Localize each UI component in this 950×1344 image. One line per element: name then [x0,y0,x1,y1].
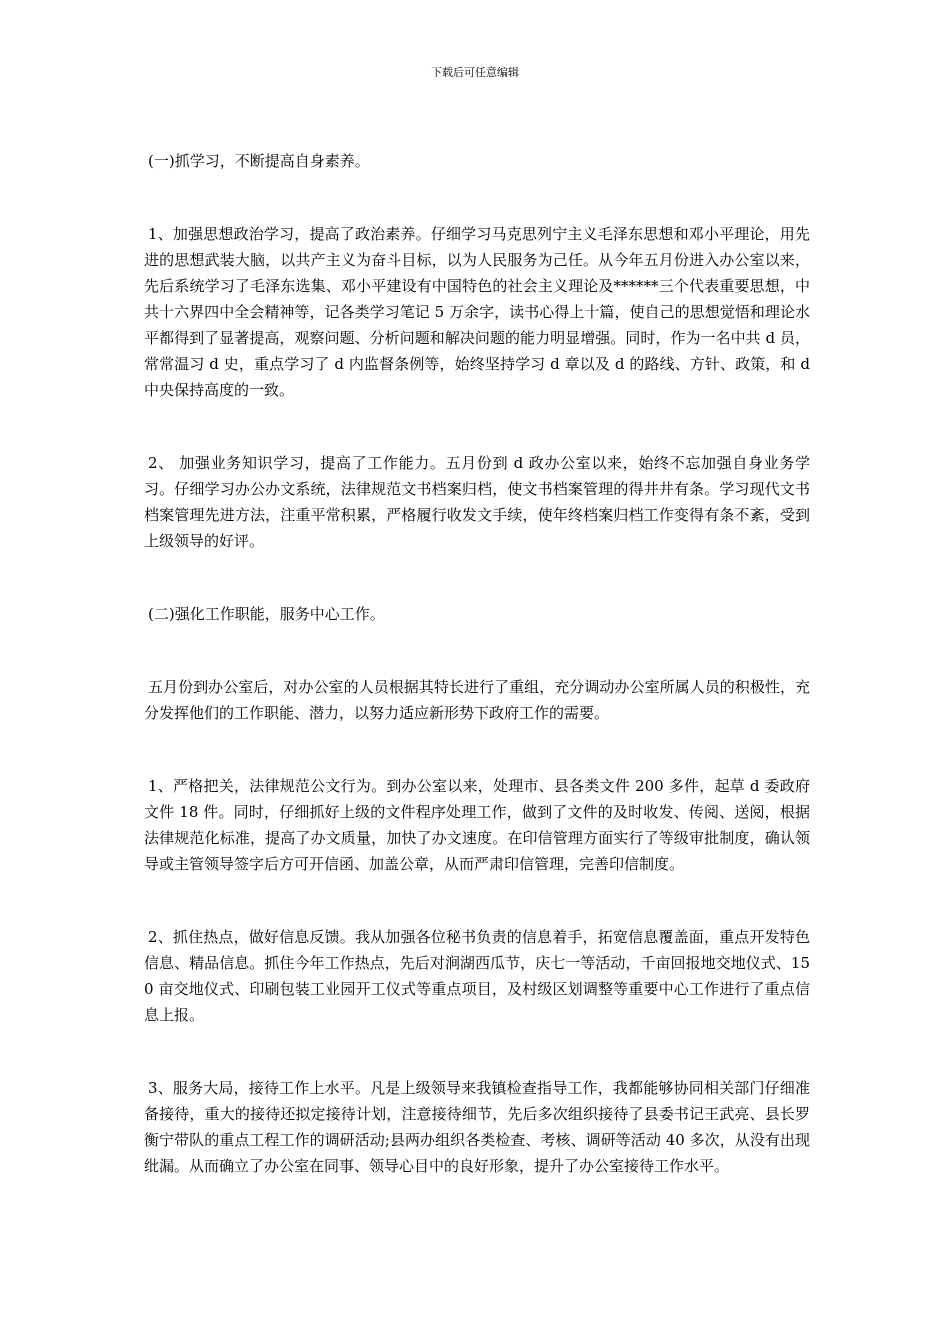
paragraph-reception-work: 3、服务大局，接待工作上水平。凡是上级领导来我镇检查指导工作，我都能够协同相关部门仔细准备接待，重大的接待还拟定接待计划，注意接待细节，先后多次组织接待了县委书记王武亮、县长罗衡宁带队的重点工程工作的调研活动;县两办组织各类检查、考核、调研等活动 40 多次，从没有出现纰漏。从而确立了办公室在同事、领导心目中的良好形象，提升了办公室接待工作水平。 [144,1079,810,1175]
header-note: 下载后可任意编辑 [431,66,519,79]
paragraph-information-feedback: 2、抓住热点，做好信息反馈。我从加强各位秘书负责的信息着手，拓宽信息覆盖面，重点开发特色信息、精品信息。抓住今年工作热点，先后对涧湖西瓜节，庆七一等活动，千亩回报地交地仪式、150 亩交地仪式、印刷包装工业园开工仪式等重点项目，及村级区划调整等重要中心工作进行了重点信息上报。 [144,928,810,1024]
paragraph-political-study: 1、加强思想政治学习，提高了政治素养。仔细学习马克思列宁主义毛泽东思想和邓小平理论，用先进的思想武装大脑，以共产主义为奋斗目标，以为人民服务为己任。从今年五月份进入办公室以来，先后系统学习了毛泽东选集、邓小平建设有中国特色的社会主义理论及******三个代表重要思想，中共十六界四中全会精神等，记各类学习笔记 5 万余字，读书心得上十篇，使自己的思想觉悟和理论水平都得到了显著提高，观察问题、分析问题和解决问题的能力明显增强。同时，作为一名中共 d 员，常常温习 d 史，重点学习了 d 内监督条例等，始终坚持学习 d 章以及 d 的路线、方针、政策，和 d 中央保持高度的一致。 [144,225,810,399]
document-body [144,148,810,1179]
paragraph-office-reorganization: 五月份到办公室后，对办公室的人员根据其特长进行了重组，充分调动办公室所属人员的积极性，充分发挥他们的工作职能、潜力，以努力适应新形势下政府工作的需要。 [144,678,810,722]
section-heading-study: (一)抓学习，不断提高自身素养。 [148,152,370,170]
section-heading-work-function: (二)强化工作职能，服务中心工作。 [148,605,385,623]
paragraph-document-handling: 1、严格把关，法律规范公文行为。到办公室以来，处理市、县各类文件 200 多件，起草 d 委政府文件 18 件。同时，仔细抓好上级的文件程序处理工作，做到了文件的及时收发、传阅、送阅，根据法律规范化标准，提高了办文质量，加快了办文速度。在印信管理方面实行了等级审批制度，确认领导或主管领导签字后方可开信函、加盖公章，从而严肃印信管理，完善印信制度。 [144,777,810,873]
paragraph-business-study: 2、 加强业务知识学习，提高了工作能力。五月份到 d 政办公室以来，始终不忘加强自身业务学习。仔细学习办公办文系统，法律规范文书档案归档，使文书档案管理的得井井有条。学习现代文书档案管理先进方法，注重平常积累，严格履行收发文手续，使年终档案归档工作变得有条不紊，受到上级领导的好评。 [144,454,810,550]
